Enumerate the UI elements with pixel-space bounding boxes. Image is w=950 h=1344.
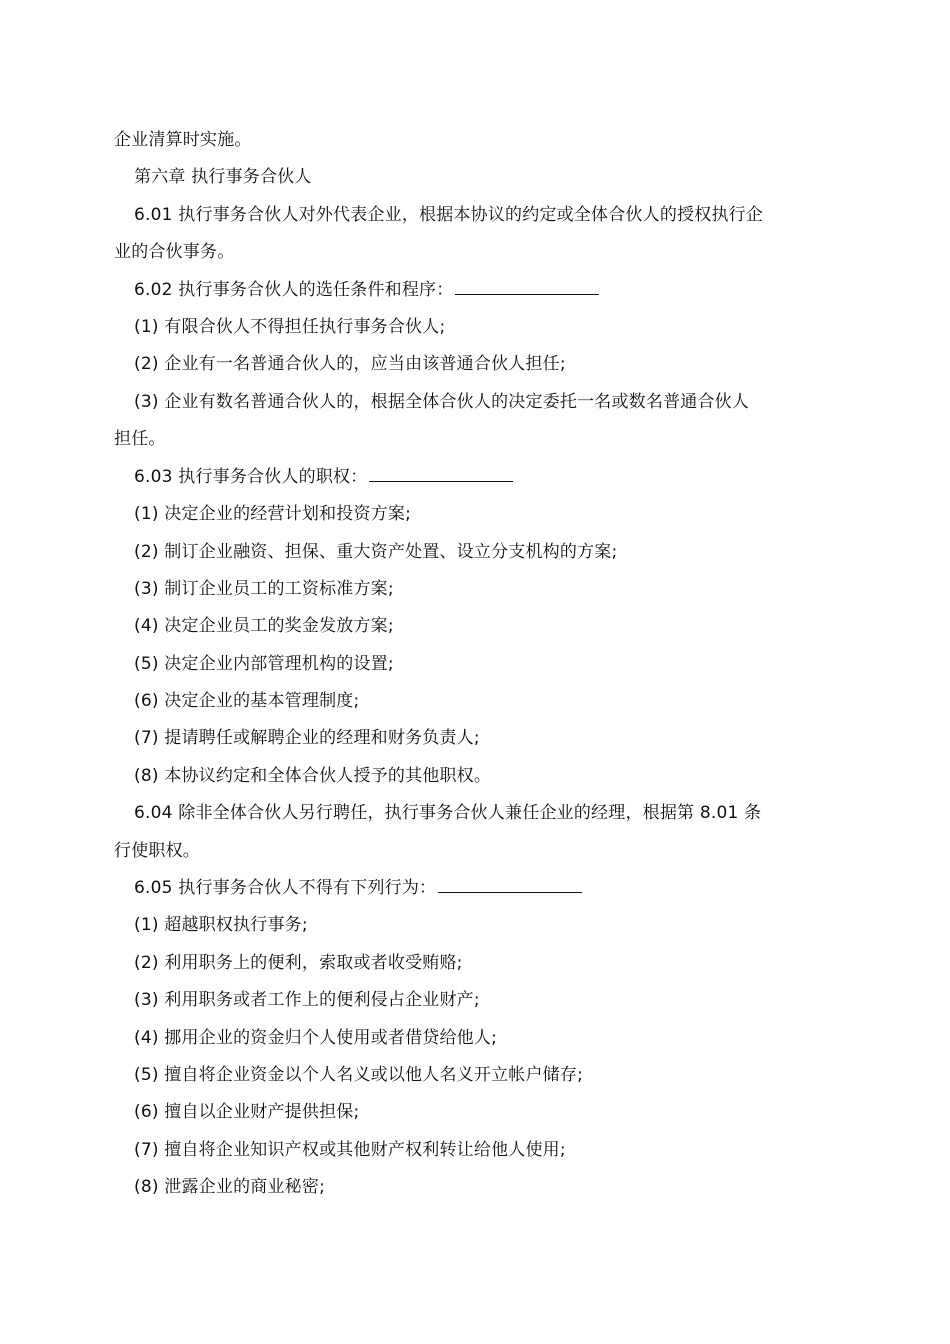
list-item: (2) 企业有一名普通合伙人的，应当由该普通合伙人担任;: [134, 354, 566, 374]
clause-6-03: [134, 466, 513, 488]
clause-6-01-continued: 业的合伙事务。: [114, 242, 235, 262]
list-item: (1) 超越职权执行事务;: [134, 915, 308, 935]
list-item: (1) 决定企业的经营计划和投资方案;: [134, 504, 412, 524]
list-item: (6) 擅自以企业财产提供担保;: [134, 1102, 360, 1122]
list-item: (3) 企业有数名普通合伙人的，根据全体合伙人的决定委托一名或数名普通合伙人: [134, 392, 750, 412]
list-item: (8) 泄露企业的商业秘密;: [134, 1177, 326, 1197]
list-item: (5) 决定企业内部管理机构的设置;: [134, 654, 394, 674]
fill-in-blank: [369, 480, 513, 482]
list-item: (6) 决定企业的基本管理制度;: [134, 691, 360, 711]
list-item-continued: 担任。: [114, 429, 166, 449]
list-item: (1) 有限合伙人不得担任执行事务合伙人;: [134, 317, 446, 337]
clause-6-04: 6.04 除非全体合伙人另行聘任，执行事务合伙人兼任企业的经理，根据第 8.01 条: [134, 803, 762, 823]
clause-6-05: [134, 877, 582, 899]
list-item: (7) 擅自将企业知识产权或其他财产权利转让给他人使用;: [134, 1140, 566, 1160]
list-item: (3) 利用职务或者工作上的便利侵占企业财产;: [134, 990, 480, 1010]
list-item: (4) 决定企业员工的奖金发放方案;: [134, 616, 394, 636]
paragraph-text: 企业清算时实施。: [114, 130, 252, 150]
list-item: (5) 擅自将企业资金以个人名义或以他人名义开立帐户储存;: [134, 1065, 584, 1085]
list-item: (7) 提请聘任或解聘企业的经理和财务负责人;: [134, 728, 480, 748]
fill-in-blank: [455, 293, 599, 295]
clause-6-05-text: 6.05 执行事务合伙人不得有下列行为：: [134, 878, 437, 898]
clause-6-03-text: 6.03 执行事务合伙人的职权：: [134, 467, 368, 487]
clause-6-04-continued: 行使职权。: [114, 841, 200, 861]
chapter-heading: 第六章 执行事务合伙人: [134, 167, 312, 187]
list-item: (4) 挪用企业的资金归个人使用或者借贷给他人;: [134, 1028, 498, 1048]
clause-6-02-text: 6.02 执行事务合伙人的选任条件和程序：: [134, 280, 454, 300]
fill-in-blank: [438, 891, 582, 893]
clause-6-02: [134, 279, 599, 301]
clause-6-01: 6.01 执行事务合伙人对外代表企业，根据本协议的约定或全体合伙人的授权执行企: [134, 205, 764, 225]
list-item: (3) 制订企业员工的工资标准方案;: [134, 579, 394, 599]
list-item: (2) 制订企业融资、担保、重大资产处置、设立分支机构的方案;: [134, 542, 618, 562]
list-item: (2) 利用职务上的便利，索取或者收受贿赂;: [134, 953, 463, 973]
list-item: (8) 本协议约定和全体合伙人授予的其他职权。: [134, 766, 492, 786]
